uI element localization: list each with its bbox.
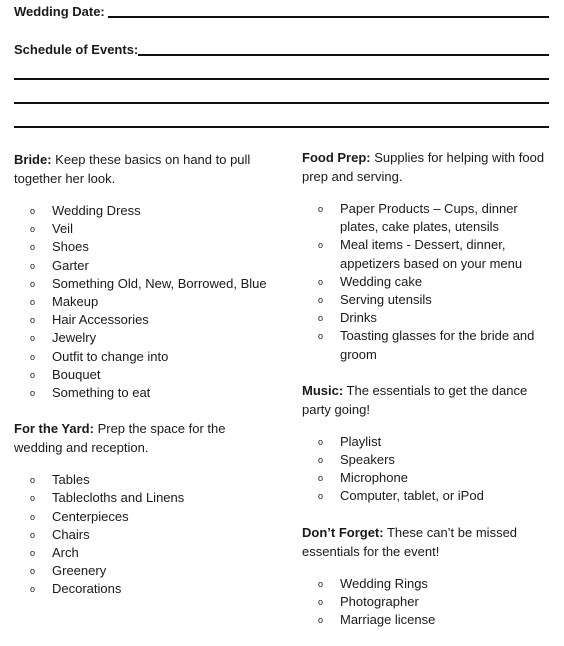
checklist-item-text: Bouquet [52, 366, 101, 382]
circle-bullet-icon: o [318, 331, 324, 342]
circle-bullet-icon: o [318, 455, 324, 466]
schedule-line-3[interactable] [14, 102, 549, 104]
checklist-item-text: Veil [52, 221, 73, 237]
circle-bullet-icon: o [30, 584, 36, 595]
checklist [302, 575, 556, 630]
checklist-item [30, 311, 274, 329]
circle-bullet-icon: o [30, 260, 36, 271]
schedule-line-1[interactable] [138, 54, 549, 56]
circle-bullet-icon: o [30, 548, 36, 559]
section-intro [302, 381, 556, 419]
checklist-item-text: Arch [52, 545, 79, 561]
circle-bullet-icon: o [30, 369, 36, 380]
circle-bullet-icon: o [318, 276, 324, 287]
checklist-item [318, 469, 556, 487]
section-intro [302, 148, 556, 186]
checklist-item [30, 257, 274, 275]
schedule-line-4[interactable] [14, 126, 549, 128]
checklist-item-text: Marriage license [340, 612, 436, 628]
section-music [302, 381, 556, 506]
circle-bullet-icon: o [30, 475, 36, 486]
circle-bullet-icon: o [318, 473, 324, 484]
section-intro [14, 150, 274, 188]
circle-bullet-icon: o [318, 295, 324, 306]
checklist-item [30, 329, 274, 347]
circle-bullet-icon: o [30, 529, 36, 540]
checklist-item-text: Microphone [340, 470, 408, 486]
section-heading: Food Prep: [302, 150, 371, 165]
checklist-item-text: Drinks [340, 310, 377, 326]
checklist-item-text: Serving utensils [340, 292, 432, 308]
checklist-item [30, 275, 274, 293]
checklist-item-text: Something Old, New, Borrowed, Blue [52, 275, 267, 291]
checklist-item-text: Decorations [52, 581, 122, 597]
section-intro-text: The essentials to get the dance party going! [302, 382, 528, 417]
checklist-item [30, 348, 274, 366]
circle-bullet-icon: o [30, 388, 36, 399]
checklist-item [30, 220, 274, 238]
checklist-item [30, 384, 274, 402]
checklist-item-text: Something to eat [52, 385, 151, 401]
circle-bullet-icon: o [318, 596, 324, 607]
checklist-item [30, 293, 274, 311]
circle-bullet-icon: o [30, 315, 36, 326]
checklist-item [318, 236, 556, 272]
checklist-item [30, 562, 274, 580]
checklist-item-text: Paper Products – Cups, dinner plates, cake plates, utensils [340, 201, 518, 235]
checklist-item-text: Wedding Dress [52, 203, 141, 218]
checklist [302, 433, 556, 506]
checklist-item-text: Outfit to change into [52, 348, 169, 364]
checklist-item-text: Speakers [340, 452, 395, 468]
checklist-item-text: Centerpieces [52, 508, 129, 524]
checklist-item [318, 433, 556, 451]
wedding-date-line[interactable] [108, 16, 549, 18]
checklist-item-text: Playlist [340, 433, 382, 449]
section-heading: Bride: [14, 152, 52, 167]
checklist-item-text: Hair Accessories [52, 312, 149, 328]
section-heading: Music: [302, 382, 344, 398]
circle-bullet-icon: o [30, 511, 36, 522]
section-don-t-forget [302, 523, 556, 630]
section-intro-text: Prep the space for the wedding and reception. [14, 421, 226, 456]
checklist [14, 202, 274, 402]
circle-bullet-icon: o [30, 224, 36, 235]
checklist-item [318, 309, 556, 327]
section-intro [302, 523, 556, 561]
checklist-item [318, 575, 556, 593]
section-heading: For the Yard: [14, 421, 94, 437]
checklist-item [318, 273, 556, 291]
checklist-item [318, 451, 556, 469]
checklist-item [30, 544, 274, 562]
right-column [302, 148, 556, 646]
circle-bullet-icon: o [30, 351, 36, 362]
checklist-item [30, 508, 274, 526]
checklist-item-text: Chairs [52, 526, 90, 542]
section-intro-text: Keep these basics on hand to pull together her look. [14, 152, 251, 186]
checklist [14, 471, 274, 598]
section-intro-text: These can’t be missed essentials for the event! [302, 524, 518, 559]
checklist-item-text: Tablecloths and Linens [52, 490, 185, 506]
section-food-prep [302, 148, 556, 364]
wedding-date-label: Wedding Date: [14, 4, 105, 19]
checklist-item-text: Jewelry [52, 330, 97, 346]
checklist-item [318, 200, 556, 236]
circle-bullet-icon: o [318, 313, 324, 324]
schedule-label: Schedule of Events: [14, 42, 139, 57]
checklist-item-text: Toasting glasses for the bride and groom [340, 328, 535, 362]
checklist-item-text: Tables [52, 472, 90, 488]
circle-bullet-icon: o [30, 206, 36, 216]
circle-bullet-icon: o [30, 278, 36, 289]
section-for-the-yard [14, 419, 274, 598]
checklist-item [318, 611, 556, 629]
checklist-item [318, 593, 556, 611]
circle-bullet-icon: o [30, 297, 36, 308]
left-column [14, 150, 274, 616]
checklist-item [30, 471, 274, 489]
section-bride [14, 150, 274, 402]
circle-bullet-icon: o [30, 333, 36, 344]
checklist [302, 200, 556, 364]
checklist-item [30, 366, 274, 384]
circle-bullet-icon: o [318, 240, 324, 251]
schedule-line-2[interactable] [14, 78, 549, 80]
checklist-item-text: Garter [52, 257, 89, 273]
checklist-item [30, 238, 274, 256]
checklist-item [318, 291, 556, 309]
checklist-item [30, 526, 274, 544]
circle-bullet-icon: o [30, 566, 36, 577]
checklist-item [318, 487, 556, 505]
checklist-item-text: Wedding cake [340, 273, 423, 289]
checklist-item-text: Greenery [52, 563, 107, 579]
section-heading: Don’t Forget: [302, 524, 384, 540]
circle-bullet-icon: o [318, 578, 324, 589]
circle-bullet-icon: o [318, 491, 324, 502]
checklist-item-text: Computer, tablet, or iPod [340, 488, 484, 504]
checklist-item-text: Wedding Rings [340, 575, 428, 591]
checklist-item-text: Meal items - Dessert, dinner, appetizers based on your menu [340, 237, 523, 271]
checklist-item-text: Makeup [52, 294, 99, 310]
checklist-item-text: Shoes [52, 239, 89, 255]
circle-bullet-icon: o [318, 615, 324, 626]
circle-bullet-icon: o [30, 242, 36, 253]
circle-bullet-icon: o [318, 204, 324, 214]
checklist-item-text: Photographer [340, 593, 419, 609]
checklist-item [318, 327, 556, 363]
checklist-item [30, 489, 274, 507]
checklist-item [30, 580, 274, 598]
circle-bullet-icon: o [318, 436, 324, 447]
checklist-item [30, 202, 274, 220]
section-intro [14, 419, 274, 457]
circle-bullet-icon: o [30, 493, 36, 504]
section-intro-text: Supplies for helping with food prep and serving. [302, 150, 545, 184]
